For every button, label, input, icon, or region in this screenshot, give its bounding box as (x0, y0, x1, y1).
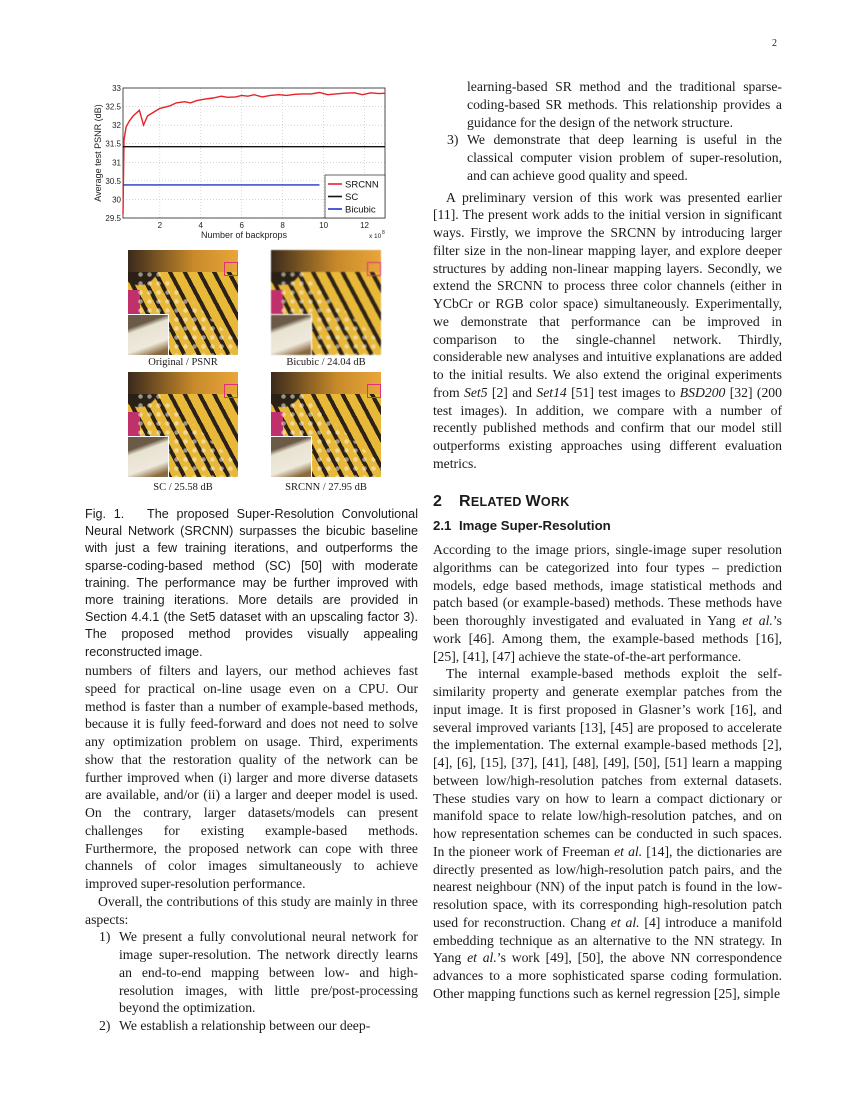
list-text: We demonstrate that deep learning is useful in the classical computer vision problem of super-resolution, and can achieve good quality and speed. (467, 132, 782, 183)
italic-text: Set14 (536, 384, 567, 400)
list-number: 1) (99, 929, 111, 945)
text-run: Overall, the contributions of this study are mainly in three aspects: (85, 893, 418, 927)
paragraph (85, 662, 418, 893)
left-column (85, 662, 418, 1035)
text-run: The internal example-based methods exploit the self-similarity property and generate exemplar patches from the input image. It is first proposed in Glasner’s work [16], and several improved variants [13], [45] are proposed to accelerate the implementation. The external example-based methods [2], [4], [6], [15], [37], [41], [48], [49], [50], [51] learn a mapping between low/high-resolution patches from external datasets. These studies vary on how to learn a compact dictionary or manifold space to relate low/high-resolution patches, and on how representation schemes can be conducted in such spaces. In the pioneer work of Freeman (433, 666, 782, 859)
list-text: We establish a relationship between our deep- (119, 1018, 371, 1033)
y-axis-label: Average test PSNR (dB) (93, 104, 103, 202)
text-run: [32] (200 test images). In addition, we compare with a number of recently published methods and confirm that our model still outperforms existing approaches using different evaluation metrics. (433, 384, 782, 471)
x-tick-label: 8 (280, 221, 285, 230)
right-column (433, 78, 782, 1003)
x-tick-label: 6 (239, 221, 244, 230)
italic-text: et al. (467, 950, 497, 966)
text-run: [2] and (487, 384, 537, 400)
text-run: According to the image priors, single-image super resolution algorithms can be categorized into four types – prediction models, edge based methods, image statistical methods and patch based (or example-based) methods. These methods have been thoroughly investigated and evaluated in Yang (433, 542, 782, 628)
thumbnail-caption: SRCNN / 27.95 dB (285, 482, 367, 493)
list-item (85, 928, 418, 1017)
italic-text: BSD200 (679, 384, 726, 400)
text-run: [4] introduce a manifold embedding technique as an alternative to the NN strategy. In Yang (433, 914, 782, 966)
x-multiplier: x 10 (369, 233, 382, 240)
y-tick-label: 32 (112, 121, 121, 131)
text-run: numbers of filters and layers, our method achieves fast speed for practical on-line usage even on a CPU. Our method is faster than a number of example-based methods, because it is fully feed-forward and does not need to solve any optimization problem on usage. Third, experiments show that the restoration quality of the network can be further improved when (i) larger and more diverse datasets are available, and/or (ii) a larger and deeper model is used. On the contrary, larger datasets/models can present challenges for existing example-based methods. Furthermore, the proposed network can cope with three channels of color images simultaneously to achieve improved super-resolution performance. (85, 663, 418, 891)
y-tick-label: 30 (112, 195, 121, 205)
section-heading (433, 493, 782, 512)
list-text: learning-based SR method and the traditional sparse-coding-based SR methods. This relationship provides a guidance for the design of the network structure. (467, 79, 782, 130)
list-number: 2) (99, 1018, 111, 1033)
y-tick-label: 31.5 (105, 139, 121, 149)
paragraph (433, 541, 782, 665)
list-text: We present a fully convolutional neural network for image super-resolution. The network directly learns an end-to-end mapping between low- and high-resolution images, with little pre/post-processing beyond the optimization. (119, 929, 418, 1016)
thumbnail-original (128, 250, 238, 355)
paragraph (433, 665, 782, 1002)
y-tick-label: 30.5 (105, 176, 121, 186)
text-run: ’s work [46]. Among them, the example-based methods [16], [25], [41], [47] achieve the state-of-the-art performance. (433, 613, 782, 664)
section-title-part: ELATED (470, 494, 526, 509)
subsection-number: 2.1 (433, 518, 452, 534)
y-tick-label: 32.5 (105, 102, 121, 112)
x-axis-label: Number of backprops (200, 230, 288, 240)
italic-text: et al. (742, 613, 773, 628)
list-item (433, 78, 782, 131)
legend-label: SC (345, 192, 359, 203)
thumbnail-srcnn (271, 372, 381, 477)
section-number: 2 (433, 492, 443, 510)
x-tick-label: 10 (319, 221, 329, 230)
thumbnail-caption: Bicubic / 24.04 dB (286, 357, 366, 368)
text-run: [14], the dictionaries are directly presented as low/high-resolution patch pairs, and the nearest neighbour (NN) of the input patch is found in the low-resolution space, with its corresponding high-resolution patch used for reconstruction. Chang (433, 843, 783, 930)
subsection-title: Image Super-Resolution (459, 518, 611, 534)
section-title-part: R (459, 492, 471, 510)
thumbnail-bicubic (271, 250, 381, 355)
contributions-list-continued (433, 78, 782, 185)
thumbnail-caption: SC / 25.58 dB (153, 482, 213, 493)
list-item (85, 1017, 418, 1035)
italic-text: et al. (614, 843, 643, 859)
italic-text: et al. (610, 914, 640, 930)
x-tick-label: 4 (198, 221, 204, 230)
psnr-chart (88, 80, 408, 245)
x-tick-label: 12 (360, 221, 369, 230)
y-tick-label: 31 (112, 158, 121, 168)
text-run: ’s work [49], [50], the above NN correspondence advances to a more sophisticated sparse coding formulation. Other mapping functions such as kernel regression [25], simple (433, 950, 783, 1001)
thumbnail-sc (128, 372, 238, 477)
x-tick-label: 2 (157, 221, 163, 230)
x-multiplier-exponent: 8 (382, 230, 385, 236)
section-title-part: W (525, 492, 541, 510)
paragraph (433, 189, 782, 473)
y-tick-label: 29.5 (105, 214, 121, 223)
list-number: 3) (447, 132, 459, 148)
legend-label: SRCNN (345, 179, 379, 191)
thumbnail-caption: Original / PSNR (148, 357, 218, 368)
contributions-list (85, 928, 418, 1035)
legend-label: Bicubic (345, 204, 376, 216)
subsection-heading (433, 517, 782, 535)
paragraph (85, 893, 418, 929)
list-item (433, 131, 782, 184)
section-title-part: ORK (540, 494, 570, 509)
page-number: 2 (772, 38, 777, 49)
figure-caption: Fig. 1. The proposed Super-Resolution Convolutional Neural Network (SRCNN) surpasses the bicubic baseline with just a few training iterations, and outperforms the sparse-coding-based method (SC) [50] with moderate training. The performance may be further improved with more training iterations. More details are provided in Section 4.4.1 (the Set5 dataset with an upscaling factor 3). The proposed method provides visually appealing reconstructed image. (85, 507, 422, 659)
italic-text: Set5 (463, 384, 488, 400)
text-run: A preliminary version of this work was presented earlier [11]. The present work adds to the initial version in significant ways. Firstly, we improve the SRCNN by introducing larger filter size in the non-linear mapping layer, and explore deeper structures by adding non-linear mapping layers. Secondly, we extend the SRCNN to process three color channels (either in YCbCr or RGB color space) simultaneously. Experimentally, we demonstrate that performance can be improved in comparison to the single-channel network. Thirdly, considerable new analyses and intuitive explanations are added to the initial results. We also extend the original experiments from (433, 189, 782, 400)
text-run: [51] test images to (566, 384, 680, 400)
y-tick-label: 33 (112, 84, 121, 93)
